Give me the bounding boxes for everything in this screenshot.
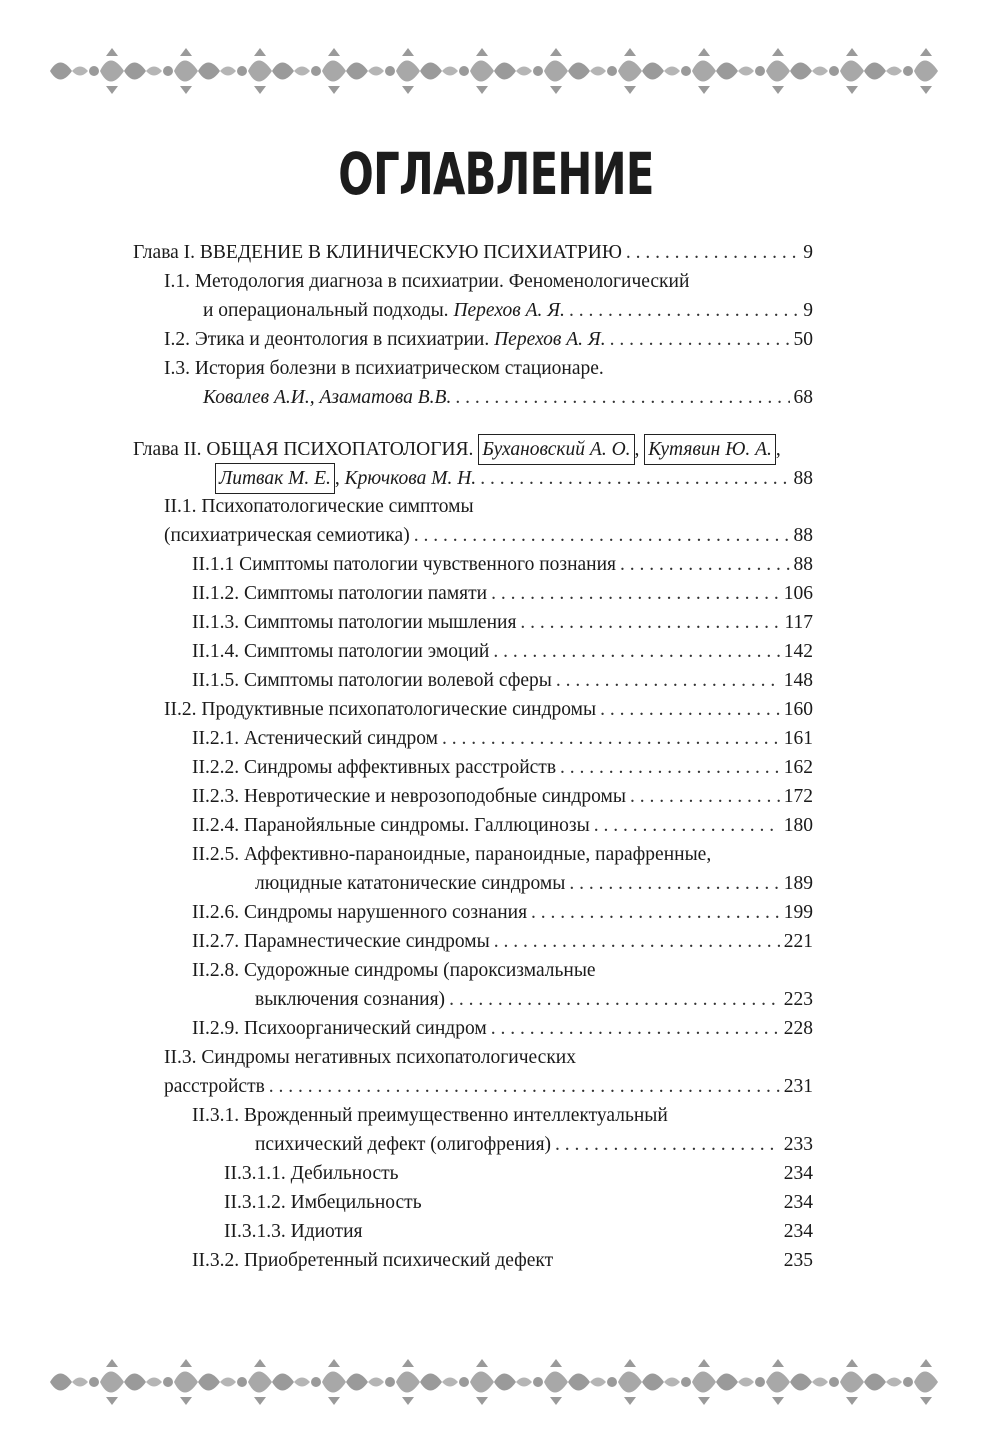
page-number: 50 [793, 329, 813, 350]
toc-entry-2-2-7[interactable] [133, 927, 813, 956]
page-number: 234 [783, 1192, 813, 1213]
toc-entry-2-2-2[interactable] [133, 753, 813, 782]
page-number: 221 [783, 931, 813, 952]
toc-entry-2-1-line2[interactable] [133, 521, 813, 550]
entry-label: II.3.2. Приобретенный психический дефект [192, 1250, 554, 1271]
dot-leader [569, 296, 799, 325]
entry-label: (психиатрическая семиотика) [164, 525, 410, 546]
page-number: 162 [783, 757, 813, 778]
toc-entry-2-2-3[interactable] [133, 782, 813, 811]
entry-label: II.3.1.2. Имбецильность [224, 1192, 422, 1213]
page-number: 235 [783, 1250, 813, 1271]
entry-label: II.1.4. Симптомы патологии эмоций [192, 641, 490, 662]
dot-leader [494, 927, 780, 956]
dot-leader [610, 325, 790, 354]
page-number: 180 [783, 815, 813, 836]
dot-leader [449, 985, 780, 1014]
top-ornament-border [50, 44, 942, 98]
page-number: 9 [803, 300, 813, 321]
toc-entry-2-1-2[interactable] [133, 579, 813, 608]
page-number: 142 [783, 641, 813, 662]
dot-leader [442, 724, 780, 753]
entry-author: Перехов А. Я. [453, 300, 565, 321]
dot-leader [493, 637, 779, 666]
dot-leader [556, 666, 780, 695]
entry-label: II.3.1.1. Дебильность [224, 1163, 399, 1184]
toc-entry-chapter-2-line2[interactable] [133, 463, 813, 492]
entry-label: Глава II. ОБЩАЯ ПСИХОПАТОЛОГИЯ. [133, 439, 474, 460]
dot-leader [569, 869, 779, 898]
separator: , [634, 439, 640, 460]
entry-label: II.1.5. Симптомы патологии волевой сферы [192, 670, 552, 691]
separator: , [775, 439, 781, 460]
separator: , [334, 468, 340, 489]
dot-leader [491, 579, 780, 608]
toc-entry-2-2-9[interactable] [133, 1014, 813, 1043]
entry-label: II.2.4. Паранойяльные синдромы. Галлюцинозы [192, 815, 590, 836]
entry-label: I.1. Методология диагноза в психиатрии. Феноменологический [164, 271, 690, 292]
page-number: 88 [793, 554, 813, 575]
page-number: 161 [783, 728, 813, 749]
dot-leader [620, 550, 789, 579]
entry-label: II.1. Психопатологические симптомы [164, 496, 474, 517]
toc-entry-2-2[interactable] [133, 695, 813, 724]
entry-label: II.2.2. Синдромы аффективных расстройств [192, 757, 557, 778]
dot-leader [555, 1130, 780, 1159]
entry-label: II.2.6. Синдромы нарушенного сознания [192, 902, 528, 923]
toc-entry-2-3-1-line2[interactable] [133, 1130, 813, 1159]
toc-entry-2-1-line1[interactable] [133, 492, 813, 521]
dot-leader [626, 238, 799, 267]
page-number: 234 [783, 1221, 813, 1242]
page-number: 106 [783, 583, 813, 604]
entry-label: II.2.1. Астенический синдром [192, 728, 439, 749]
entry-author-boxed: Бухановский А. О. [478, 434, 634, 465]
page-title: ОГЛАВЛЕНИЕ [338, 140, 654, 208]
toc-entry-1-1-line1[interactable] [133, 267, 813, 296]
entry-author-boxed: Кутявин Ю. А. [644, 434, 776, 465]
entry-author: Перехов А. Я. [494, 329, 606, 350]
entry-author: Крючкова М. Н. [344, 468, 477, 489]
page-number: 228 [783, 1018, 813, 1039]
entry-label: II.1.1 Симптомы патологии чувственного познания [192, 554, 617, 575]
entry-label: I.2. Этика и деонтология в психиатрии. [164, 329, 490, 350]
toc-entry-2-3-2[interactable] [133, 1246, 813, 1275]
toc-entry-2-3-line2[interactable] [133, 1072, 813, 1101]
table-of-contents [133, 238, 813, 1275]
dot-leader [491, 1014, 780, 1043]
entry-label: и операциональный подходы. [203, 300, 449, 321]
toc-entry-1-3-line2[interactable] [133, 383, 813, 412]
toc-entry-chapter-2-line1[interactable] [133, 434, 813, 463]
toc-entry-2-1-5[interactable] [133, 666, 813, 695]
page-number: 117 [784, 612, 813, 633]
entry-label: II.2.9. Психоорганический синдром [192, 1018, 487, 1039]
entry-label: люцидные кататонические синдромы [255, 873, 566, 894]
page-number: 9 [803, 242, 813, 263]
toc-entry-1-1-line2[interactable] [133, 296, 813, 325]
entry-label: Глава I. ВВЕДЕНИЕ В КЛИНИЧЕСКУЮ ПСИХИАТРИЮ [133, 242, 622, 263]
page-number: 88 [793, 468, 813, 489]
toc-entry-2-3-1-3[interactable] [133, 1217, 813, 1246]
page-number: 68 [793, 387, 813, 408]
entry-label: II.2.3. Невротические и неврозоподобные синдромы [192, 786, 626, 807]
dot-leader [480, 464, 789, 493]
bottom-ornament-border [50, 1355, 942, 1409]
dot-leader [414, 521, 790, 550]
dot-leader [520, 608, 780, 637]
entry-author: Ковалев А.И., Азаматова В.В. [203, 387, 452, 408]
page-number: 231 [783, 1076, 813, 1097]
entry-label: II.2.8. Судорожные синдромы (пароксизмальные [192, 960, 596, 981]
toc-entry-2-2-5-line1[interactable] [133, 840, 813, 869]
entry-label: II.3.1.3. Идиотия [224, 1221, 363, 1242]
entry-label: II.1.2. Симптомы патологии памяти [192, 583, 488, 604]
dot-leader [630, 782, 780, 811]
toc-entry-2-3-1-2[interactable] [133, 1188, 813, 1217]
entry-label: II.3. Синдромы негативных психопатологических [164, 1047, 576, 1068]
toc-entry-1-3-line1[interactable] [133, 354, 813, 383]
entry-label: II.2.7. Парамнестические синдромы [192, 931, 490, 952]
toc-entry-2-1-4[interactable] [133, 637, 813, 666]
entry-label: II.2.5. Аффективно-параноидные, параноидные, парафренные, [192, 844, 712, 865]
toc-entry-2-3-line1[interactable] [133, 1043, 813, 1072]
toc-entry-2-3-1-1[interactable] [133, 1159, 813, 1188]
page-number: 160 [783, 699, 813, 720]
page-number: 223 [783, 989, 813, 1010]
toc-entry-2-2-5-line2[interactable] [133, 869, 813, 898]
entry-label: выключения сознания) [255, 989, 446, 1010]
entry-label: расстройств [164, 1076, 265, 1097]
dot-leader [269, 1072, 780, 1101]
entry-author-boxed: Литвак М. Е. [215, 463, 335, 494]
toc-entry-chapter-1[interactable] [133, 238, 813, 267]
toc-entry-2-2-1[interactable] [133, 724, 813, 753]
toc-entry-2-2-6[interactable] [133, 898, 813, 927]
page-number: 148 [783, 670, 813, 691]
page-number: 199 [783, 902, 813, 923]
dot-leader [594, 811, 780, 840]
dot-leader [531, 898, 780, 927]
toc-entry-2-2-8-line2[interactable] [133, 985, 813, 1014]
toc-entry-2-1-1[interactable] [133, 550, 813, 579]
dot-leader [600, 695, 780, 724]
toc-entry-2-1-3[interactable] [133, 608, 813, 637]
page-number: 172 [783, 786, 813, 807]
dot-leader [560, 753, 780, 782]
page-number: 233 [783, 1134, 813, 1155]
page-number: 189 [783, 873, 813, 894]
entry-label: II.3.1. Врожденный преимущественно интеллектуальный [192, 1105, 668, 1126]
entry-label: I.3. История болезни в психиатрическом стационаре. [164, 358, 604, 379]
entry-label: II.2. Продуктивные психопатологические синдромы [164, 699, 597, 720]
page-number: 88 [793, 525, 813, 546]
page-number: 234 [783, 1163, 813, 1184]
dot-leader [455, 383, 789, 412]
entry-label: II.1.3. Симптомы патологии мышления [192, 612, 517, 633]
toc-entry-2-2-8-line1[interactable] [133, 956, 813, 985]
entry-label: психический дефект (олигофрения) [255, 1134, 552, 1155]
toc-entry-1-2[interactable] [133, 325, 813, 354]
toc-entry-2-2-4[interactable] [133, 811, 813, 840]
toc-entry-2-3-1-line1[interactable] [133, 1101, 813, 1130]
